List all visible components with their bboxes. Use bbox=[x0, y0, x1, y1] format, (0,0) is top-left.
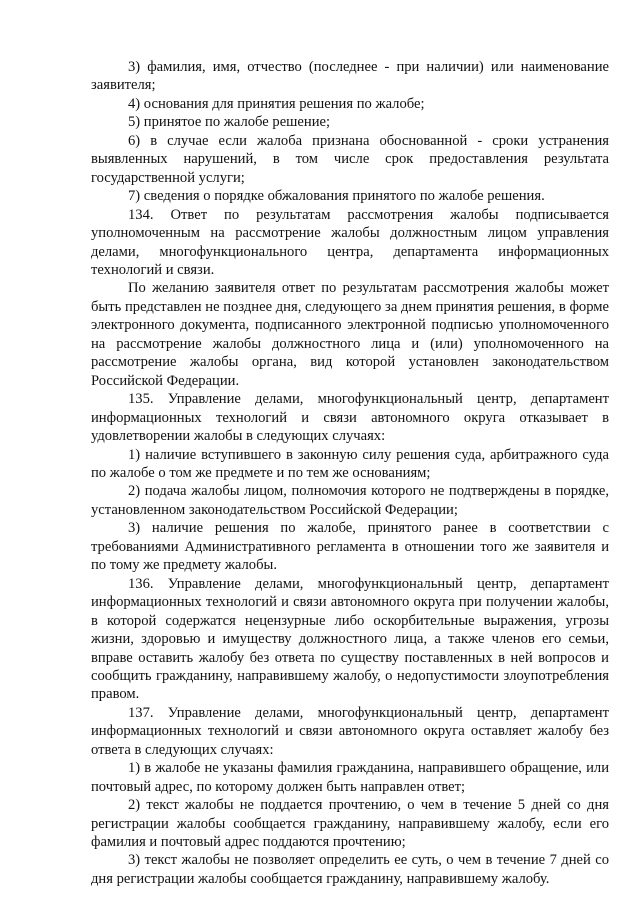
paragraph-item-7-appeal-procedure: 7) сведения о порядке обжалования принятого по жалобе решения. bbox=[128, 188, 545, 205]
paragraph-137-item-1: 1) в жалобе не указаны фамилия гражданина, направившего обращение, или почтовый адрес, по которому должен быть направлен ответ; bbox=[91, 760, 609, 795]
paragraph-135-item-3: 3) наличие решения по жалобе, принятого ранее в соответствии с требованиями Административного регламента в отношении того же заявителя и по тому же предмету жалобы. bbox=[91, 520, 609, 574]
document-page bbox=[91, 58, 609, 888]
paragraph-item-6-deadlines: 6) в случае если жалоба признана обоснованной - сроки устранения выявленных нарушений, в том числе срок предоставления результата государственной услуги; bbox=[91, 132, 609, 186]
paragraph-137-item-2: 2) текст жалобы не поддается прочтению, о чем в течение 5 дней со дня регистрации жалобы сообщается гражданину, направившему жалобу, если его фамилия и почтовый адрес поддаются прочтению; bbox=[91, 797, 609, 851]
paragraph-section-136: 136. Управление делами, многофункциональный центр, департамент информационных технологий и связи автономного округа при получении жалобы, в которой содержатся нецензурные либо оскорбительные выражения, угрозы жизни, здоровью и имуществу должностного лица, а также членов его семьи, вправе оставить жалобу без ответа по существу поставленных в ней вопросов и сообщить гражданину, направившему жалобу, о недопустимости злоупотребления правом. bbox=[91, 575, 609, 703]
paragraph-section-137: 137. Управление делами, многофункциональный центр, департамент информационных технологий и связи автономного округа оставляет жалобу без ответа в следующих случаях: bbox=[91, 704, 609, 758]
paragraph-item-4-grounds: 4) основания для принятия решения по жалобе; bbox=[128, 95, 425, 112]
paragraph-section-134: 134. Ответ по результатам рассмотрения жалобы подписывается уполномоченным на рассмотрение жалобы должностным лицом управления делами, многофункционального центра, департамента информационных технологий и связи. bbox=[91, 206, 609, 278]
paragraph-item-3-applicant-name: 3) фамилия, имя, отчество (последнее - при наличии) или наименование заявителя; bbox=[91, 59, 609, 94]
paragraph-section-135: 135. Управление делами, многофункциональный центр, департамент информационных технологий и связи автономного округа отказывает в удовлетворении жалобы в следующих случаях: bbox=[91, 391, 609, 445]
paragraph-135-item-2: 2) подача жалобы лицом, полномочия которого не подтверждены в порядке, установленном законодательством Российской Федерации; bbox=[91, 483, 609, 518]
paragraph-item-5-decision: 5) принятое по жалобе решение; bbox=[128, 114, 331, 131]
paragraph-electronic-answer: По желанию заявителя ответ по результатам рассмотрения жалобы может быть представлен не позднее дня, следующего за днем принятия решения, в форме электронного документа, подписанного электронной подписью уполномоченного на рассмотрение жалобы должностного лица и (или) уполномоченного на рассмотрение жалобы органа, вид которой установлен законодательством Российской Федерации. bbox=[91, 280, 609, 389]
paragraph-137-item-3: 3) текст жалобы не позволяет определить ее суть, о чем в течение 7 дней со дня регистрации жалобы сообщается гражданину, направившему жалобу. bbox=[91, 852, 609, 887]
paragraph-135-item-1: 1) наличие вступившего в законную силу решения суда, арбитражного суда по жалобе о том же предмете и по тем же основаниям; bbox=[91, 446, 609, 481]
